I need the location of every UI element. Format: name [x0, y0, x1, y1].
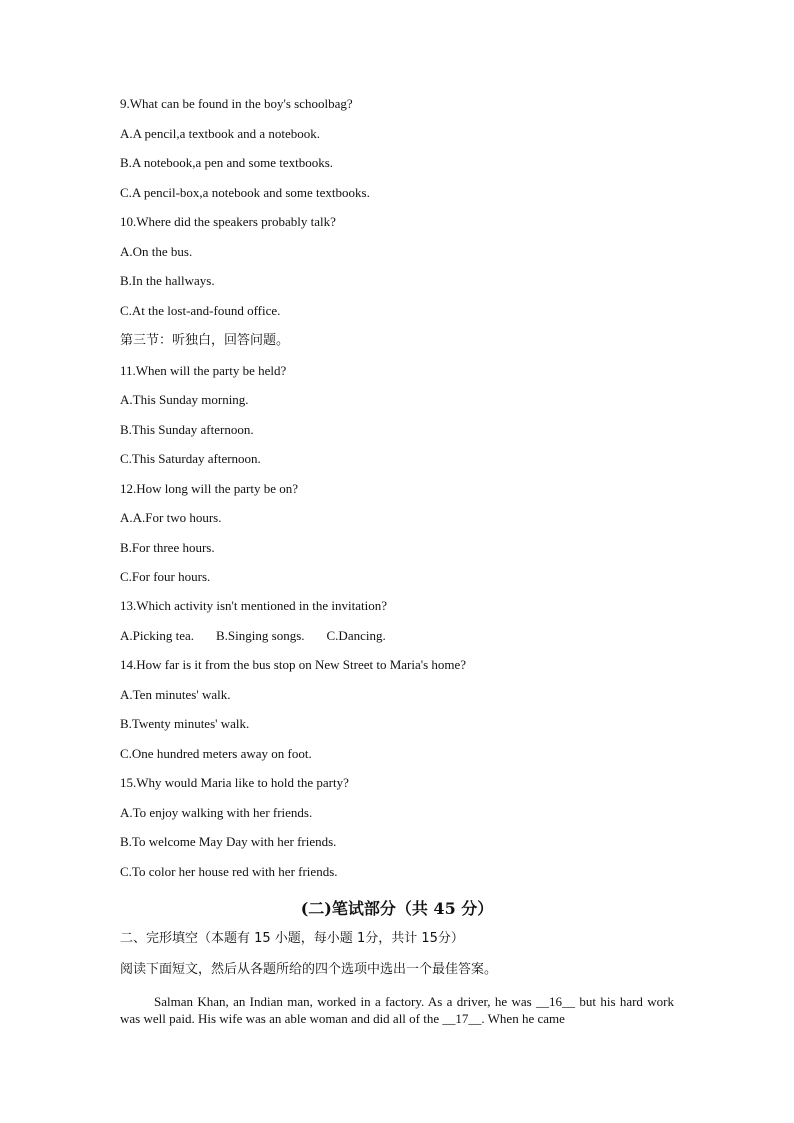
- cloze-heading: 二、完形填空（本题有 15 小题，每小题 1分，共计 15分）: [120, 931, 464, 946]
- question-15: 15.Why would Maria like to hold the party?: [120, 775, 349, 790]
- section-3-heading: 第三节：听独白，回答问题。: [120, 333, 290, 348]
- option-14b: B.Twenty minutes' walk.: [120, 716, 250, 731]
- option-14c: C.One hundred meters away on foot.: [120, 746, 312, 761]
- option-10a: A.On the bus.: [120, 244, 193, 259]
- question-10: 10.Where did the speakers probably talk?: [120, 214, 336, 229]
- question-13: 13.Which activity isn't mentioned in the invitation?: [120, 598, 387, 613]
- option-13c: C.Dancing.: [326, 628, 386, 643]
- question-14: 14.How far is it from the bus stop on New Street to Maria's home?: [120, 657, 467, 672]
- option-12a: A.A.For two hours.: [120, 510, 222, 525]
- option-13a: A.Picking tea.: [120, 628, 195, 643]
- option-9a: A.A pencil,a textbook and a notebook.: [120, 126, 321, 141]
- option-14a: A.Ten minutes' walk.: [120, 687, 231, 702]
- option-15b: B.To welcome May Day with her friends.: [120, 834, 337, 849]
- question-11: 11.When will the party be held?: [120, 363, 287, 378]
- option-9c: C.A pencil-box,a notebook and some textbooks.: [120, 185, 370, 200]
- option-9b: B.A notebook,a pen and some textbooks.: [120, 155, 334, 170]
- option-10b: B.In the hallways.: [120, 273, 215, 288]
- option-10c: C.At the lost-and-found office.: [120, 303, 281, 318]
- question-9: 9.What can be found in the boy's schoolbag?: [120, 96, 353, 111]
- option-12c: C.For four hours.: [120, 569, 211, 584]
- question-12: 12.How long will the party be on?: [120, 481, 298, 496]
- option-12b: B.For three hours.: [120, 540, 215, 555]
- option-15c: C.To color her house red with her friends.: [120, 864, 338, 879]
- part-title: (二)笔试部分（共 45 分）: [300, 899, 494, 918]
- option-15a: A.To enjoy walking with her friends.: [120, 805, 313, 820]
- option-11c: C.This Saturday afternoon.: [120, 451, 261, 466]
- options-13-row: [120, 628, 408, 644]
- cloze-passage: Salman Khan, an Indian man, worked in a factory. As a driver, he was __16__ but his hard work was well paid. His wife was an able woman and did all of the __17__. When he came: [120, 994, 674, 1026]
- option-11b: B.This Sunday afternoon.: [120, 422, 254, 437]
- cloze-instruction: 阅读下面短文，然后从各题所给的四个选项中选出一个最佳答案。: [120, 962, 498, 977]
- option-13b: B.Singing songs.: [216, 628, 305, 643]
- option-11a: A.This Sunday morning.: [120, 392, 249, 407]
